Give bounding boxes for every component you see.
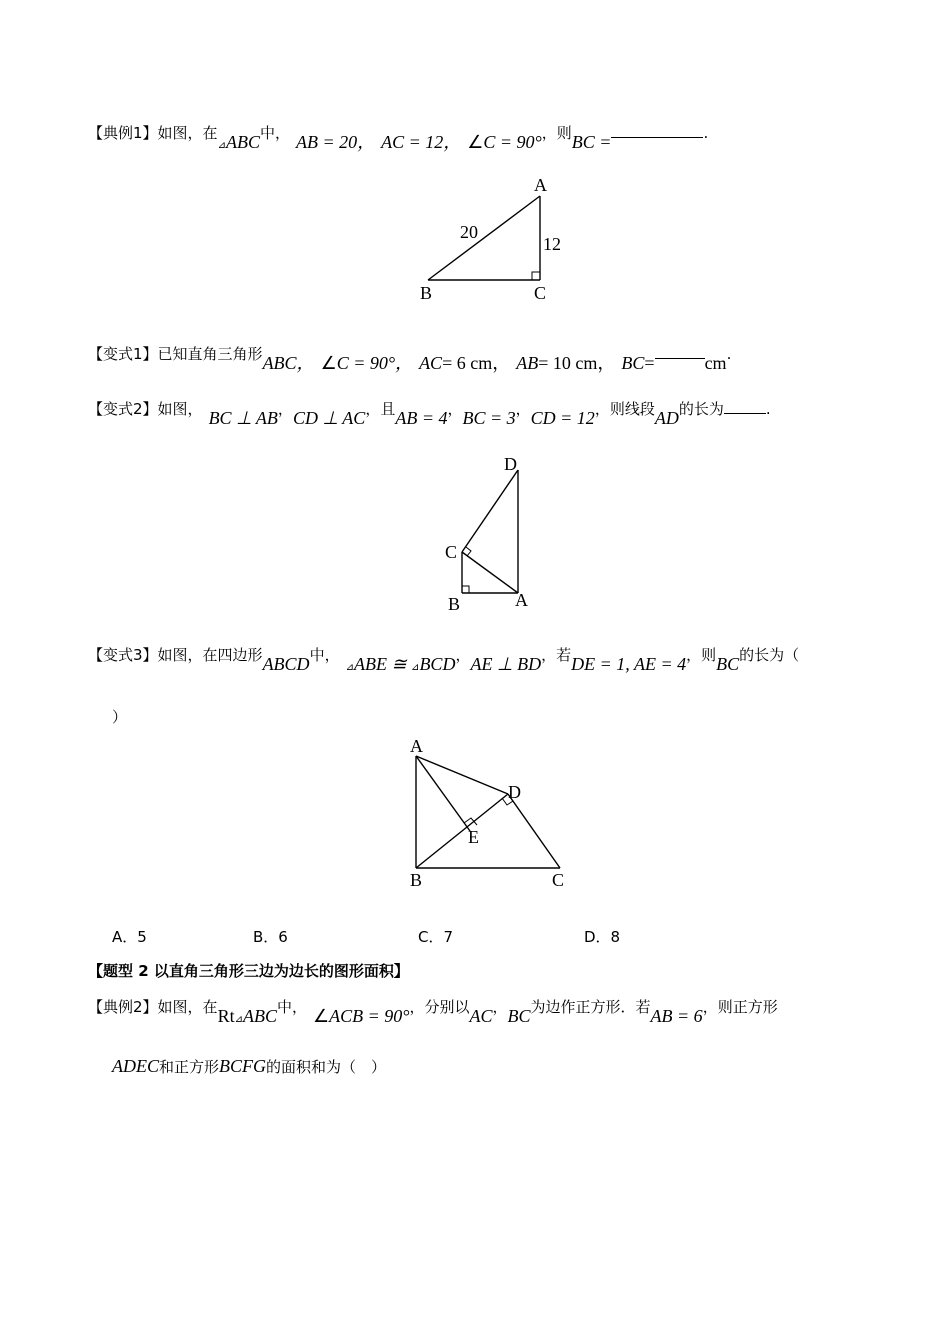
vertex-b-label: B <box>448 594 461 614</box>
variant-3-tag: 【变式3】 <box>88 646 158 664</box>
option-a[interactable]: A．5 <box>112 928 147 946</box>
triangle-icon: ⊿ <box>411 662 420 673</box>
vertex-b-label: B <box>410 870 423 890</box>
variant-1-tag: 【变式1】 <box>88 345 158 363</box>
variant-3-question: 【变式3】如图，在四边形ABCD中，$_⊿$ABE ≅ $_⊿$BCD，AE ⊥ BD，若DE = 1, AE = 4，则BC的长为（ <box>88 646 800 674</box>
angle-icon: ∠ <box>320 353 337 373</box>
variant-1-question: 【变式1】已知直角三角形ABC， ∠C = 90°， AC= 6 cm， AB= 10 cm， BC= cm. <box>88 345 732 373</box>
angle-icon: ∠ <box>467 132 484 152</box>
vertex-a-label: A <box>534 175 547 195</box>
example-2-question: 【典例2】如图，在$Rt_⊿ABC$中， ∠ACB = 90°，分别以AC，BC为边作正方形．若AB = 6，则正方形 <box>88 998 778 1026</box>
triangle-icon: ⊿ <box>217 140 226 151</box>
option-c[interactable]: C．7 <box>418 928 454 946</box>
angle-icon: ∠ <box>312 1006 330 1026</box>
vertex-c-label: C <box>445 542 458 562</box>
variant-2-figure <box>430 450 550 624</box>
vertex-c-label: C <box>534 283 547 303</box>
answer-blank <box>724 407 766 414</box>
vertex-e-label: E <box>468 827 479 847</box>
vertex-a-label: A <box>410 736 423 756</box>
side-ac-label: 12 <box>543 234 561 254</box>
section-title: 【题型 2 以直角三角形三边为边长的图形面积】 <box>88 962 409 980</box>
side-ab-label: 20 <box>460 222 478 242</box>
vertex-d-label: D <box>504 454 517 474</box>
variant-2-tag: 【变式2】 <box>88 400 158 418</box>
variant-3-figure <box>398 734 588 898</box>
answer-blank <box>655 352 705 359</box>
variant-2-question: 【变式2】如图， BC ⊥ AB，CD ⊥ AC，且AB = 4，BC = 3，CD = 12，则线段AD的长为 . <box>88 400 771 428</box>
option-b[interactable]: B．6 <box>253 928 288 946</box>
example-1-question: 【典例1】如图，在$_⊿$ABC中， AB = 20， AC = 12， ∠C = 90°，则BC = . <box>88 124 709 152</box>
triangle-icon: ⊿ <box>345 662 354 673</box>
variant-3-close-paren: ） <box>112 708 128 726</box>
option-d[interactable]: D．8 <box>584 928 621 946</box>
example-1-figure <box>410 172 580 311</box>
answer-blank <box>611 131 703 138</box>
example-2-tag: 【典例2】 <box>88 998 158 1016</box>
vertex-d-label: D <box>508 782 521 802</box>
triangle-icon: ⊿ <box>234 1014 243 1025</box>
vertex-a-label: A <box>515 590 528 610</box>
vertex-c-label: C <box>552 870 565 890</box>
example-1-tag: 【典例1】 <box>88 124 158 142</box>
vertex-b-label: B <box>420 283 433 303</box>
example-2-question-cont: ADEC和正方形BCFG的面积和为（ ） <box>112 1056 387 1076</box>
